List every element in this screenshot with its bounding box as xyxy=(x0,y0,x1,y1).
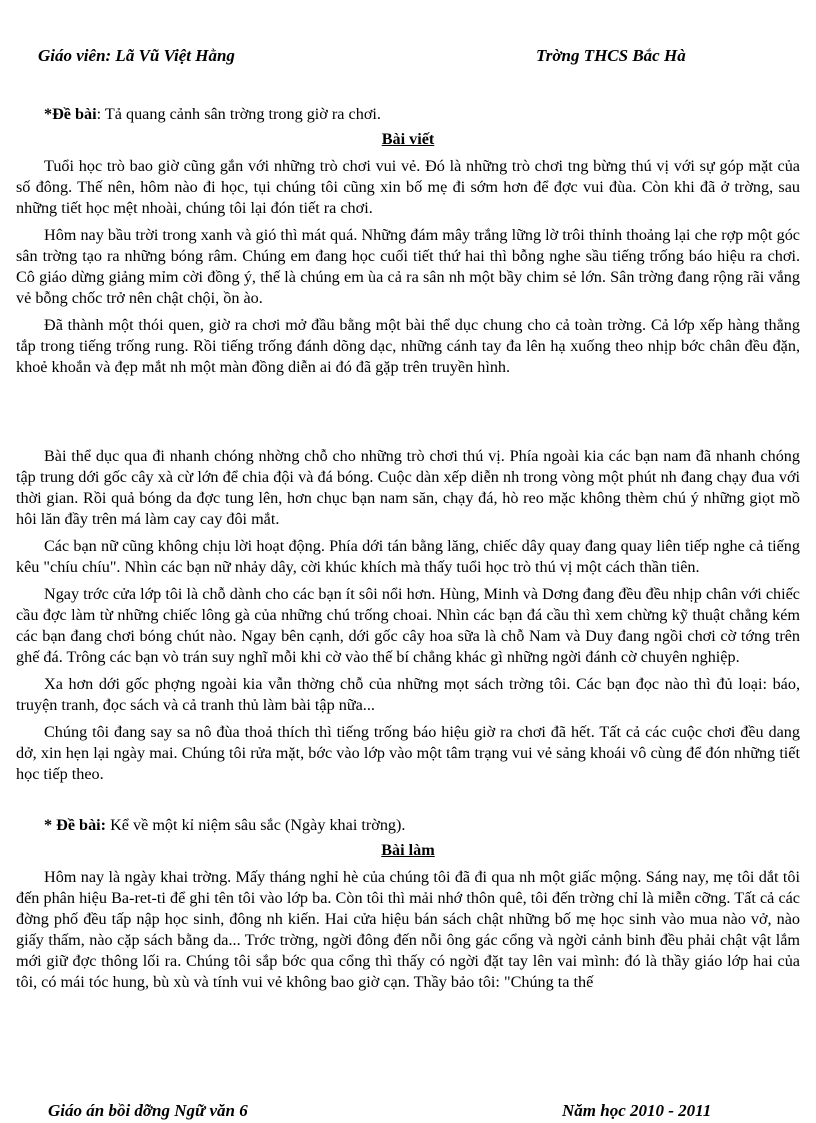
section-2-title: Bài làm xyxy=(381,841,435,859)
paragraph: Bài thể dục qua đi nhanh chóng nhờng chỗ cho những trò chơi thú vị. Phía ngoài kia các bạn nam đã nhanh chóng tập trung dới gốc cây xà cừ lớn để chia đội và đá bóng. Cuộc dàn xếp diễn nh trong vòng một phút nh đang chạy đua với thời gian. Rồi quả bóng da đợc tung lên, hơn chục bạn nam săn, chạy đá, hò reo mặc không thèm chú ý những giọt mồ hôi lăn đầy trên má làm cay cay đôi mắt. xyxy=(16,447,800,528)
paragraph: Hôm nay là ngày khai trờng. Mấy tháng nghỉ hè của chúng tôi đã đi qua nh một giấc mộng. Sáng nay, mẹ tôi dắt tôi đến phân hiệu Ba-ret-ti để ghi tên tôi vào lớp ba. Còn tôi thì mải nhớ thôn quê, tôi đến trờng chỉ là miễn cỡng. Tất cả các đờng phố đều tấp nập học sinh, đông nh kiến. Hai cửa hiệu bán sách chật những bố mẹ học sinh vào mua nào vở, nào giấy thấm, nào cặp sách bằng da... Trớc trờng, ngời đông đến nỗi ông gác cổng và ngời cảnh binh đều phải chật vật lắm mới giữ đợc thông lối ra. Chúng tôi sắp bớc qua cổng thì thấy có ngời đặt tay lên vai mình: đó là thầy giáo lớp hai của tôi, có mái tóc hung, bù xù và tính vui vẻ không bao giờ cạn. Thầy bảo tôi: "Chúng ta thế xyxy=(16,868,800,991)
paragraph: Các bạn nữ cũng không chịu lời hoạt động. Phía dới tán bằng lăng, chiếc dây quay đang quay liên tiếp nghe cả tiếng kêu "chíu chíu". Nhìn các bạn nữ nhảy dây, cời khúc khích mà thấy tuổi học trò thú vị một cách thần tiên. xyxy=(16,537,800,576)
teacher-name: Giáo viên: Lã Vũ Việt Hằng xyxy=(38,46,235,65)
blank-space xyxy=(16,791,800,815)
paragraph: Ngay trớc cửa lớp tôi là chỗ dành cho các bạn ít sôi nổi hơn. Hùng, Minh và Dơng đang đều đều nhịp chân với chiếc cầu đợc làm từ những chiếc lông gà của những chú trống choai. Nhìn các bạn đá cầu thì xem chừng kỹ thuật chẳng kém các bạn đang chơi bóng chút nào. Ngay bên cạnh, dới gốc cây hoa sữa là chỗ Nam và Duy đang ngồi chơi cờ tớng trên ghế đá. Trông các bạn vò trán suy nghĩ mỗi khi cờ vào thế bí chẳng khác gì những ngời đánh cờ chuyên nghiệp. xyxy=(16,585,800,666)
task-1-label: *Đề bài xyxy=(44,105,97,123)
paragraph: Hôm nay bầu trời trong xanh và gió thì mát quá. Những đám mây trắng lững lờ trôi thỉnh thoảng lại che rợp một góc sân trờng tạo ra những bóng râm. Chúng em đang học cuối tiết thứ hai thì bỗng nghe sầu tiếng trống báo hiệu ra chơi. Cô giáo dừng giảng mỉm cời đồng ý, thế là chúng em ùa cả ra sân nh một bầy chim sẻ lớn. Sân trờng đang rộng rãi vắng vẻ bỗng chốc trở nên chật chội, ồn ào. xyxy=(16,226,800,307)
task-2-label: * Đề bài: xyxy=(44,816,107,834)
task-2-text: Kể về một kỉ niệm sâu sắc (Ngày khai trờng). xyxy=(106,816,406,834)
paragraph: Xa hơn dới gốc phợng ngoài kia vẫn thờng chỗ của những mọt sách trờng tôi. Các bạn đọc nào thì đủ loại: báo, truyện tranh, đọc sách và cả tranh thủ làm bài tập nữa... xyxy=(16,675,800,714)
task-2 xyxy=(16,815,800,836)
document-body xyxy=(16,104,800,999)
section-2-paragraphs xyxy=(16,867,800,993)
footer-left: Giáo án bồi dỡng Ngữ văn 6 xyxy=(48,1101,248,1120)
section-1-paragraphs-b xyxy=(16,446,800,785)
paragraph: Tuổi học trò bao giờ cũng gắn với những trò chơi vui vẻ. Đó là những trò chơi tng bừng thú vị với sự góp mặt của số đông. Thế nên, hôm nào đi học, tụi chúng tôi cũng xin bố mẹ đi sớm hơn để đợc vui đùa. Còn khi đã ở trờng, sau những tiết học mệt nhoài, chúng tôi lại đón tiết ra chơi. xyxy=(16,157,800,217)
footer-right: Năm học 2010 - 2011 xyxy=(562,1101,712,1120)
school-name: Trờng THCS Bắc Hà xyxy=(536,46,686,65)
section-1-paragraphs-a xyxy=(16,156,800,378)
task-1-text: : Tả quang cảnh sân trờng trong giờ ra chơi. xyxy=(96,105,381,123)
paragraph: Đã thành một thói quen, giờ ra chơi mở đầu bằng một bài thể dục chung cho cả toàn trờng. Cả lớp xếp hàng thẳng tắp trong tiếng trống rung. Rồi tiếng trống đánh dõng dạc, những cánh tay đa lên hạ xuống theo nhịp bớc chân đều đặn, khoẻ khoắn và đẹp mắt nh một màn đồng diễn ai đó đã gặp trên truyền hình. xyxy=(16,316,800,376)
paragraph: Chúng tôi đang say sa nô đùa thoả thích thì tiếng trống báo hiệu giờ ra chơi đã hết. Tất cả các cuộc chơi đều dang dở, xin hẹn lại ngày mai. Chúng tôi rửa mặt, bớc vào lớp vào một tâm trạng vui vẻ sảng khoái vô cùng để đón những tiết học tiếp theo. xyxy=(16,723,800,783)
task-1 xyxy=(16,104,800,125)
section-1-title: Bài viết xyxy=(381,130,435,148)
blank-space xyxy=(16,384,800,446)
